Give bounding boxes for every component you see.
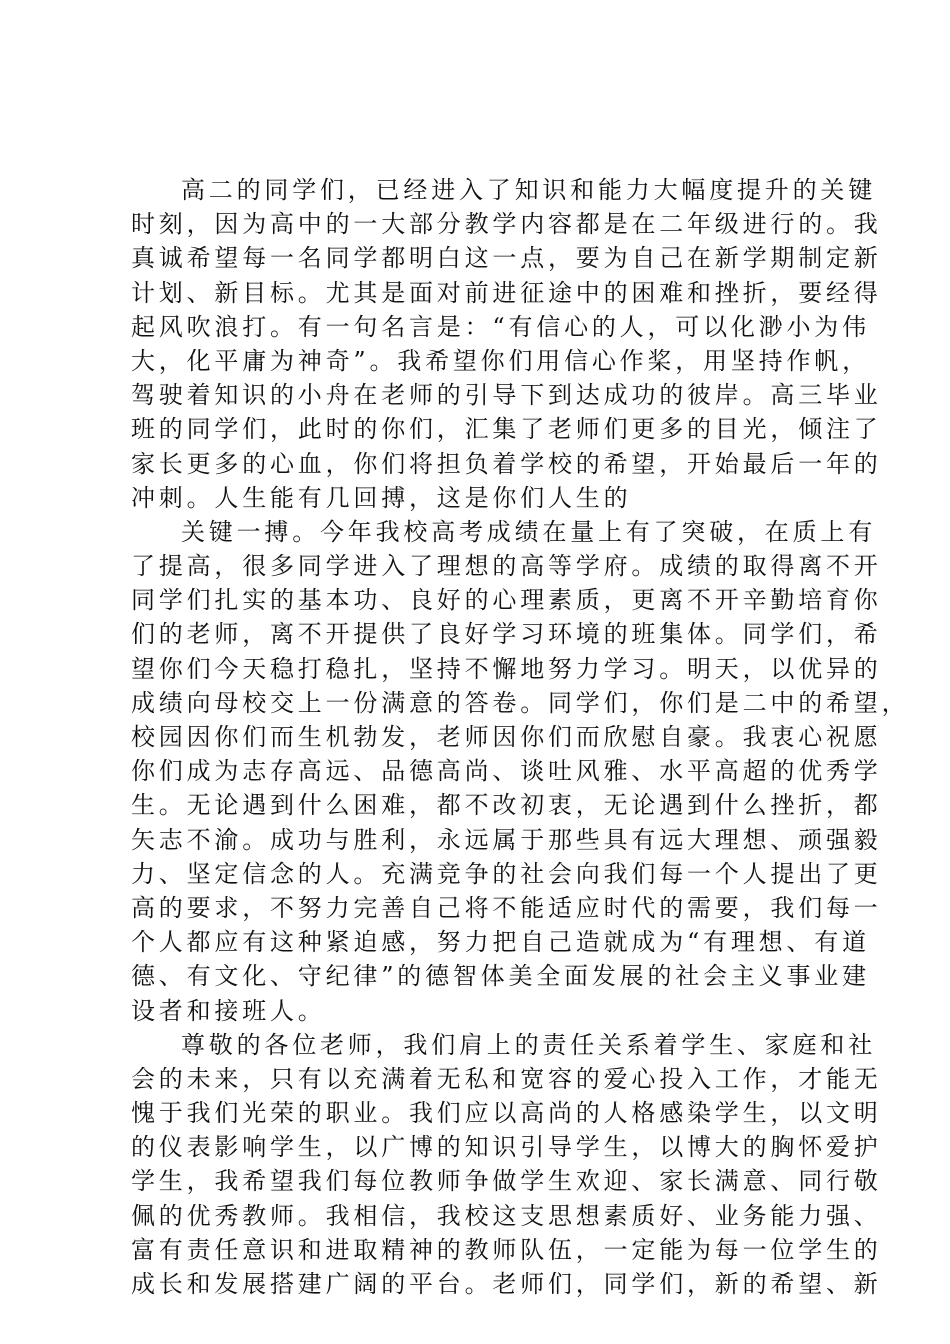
text-line: 成绩向母校交上一份满意的答卷。同学们，你们是二中的希望， bbox=[131, 688, 910, 717]
body-text bbox=[131, 173, 910, 1301]
text-line: 们的老师，离不开提供了良好学习环境的班集体。同学们，希 bbox=[131, 620, 882, 649]
text-line: 富有责任意识和进取精神的教师队伍，一定能为每一位学生的 bbox=[131, 1235, 882, 1264]
text-line: 的仪表影响学生，以广博的知识引导学生，以博大的胸怀爱护 bbox=[131, 1133, 882, 1162]
text-line: 家长更多的心血，你们将担负着学校的希望，开始最后一年的 bbox=[131, 449, 882, 478]
text-line: 高二的同学们，已经进入了知识和能力大幅度提升的关键 bbox=[181, 176, 876, 204]
text-line: 时刻，因为高中的一大部分教学内容都是在二年级进行的。我 bbox=[131, 210, 882, 239]
text-line: 矢志不渝。成功与胜利，永远属于那些具有远大理想、顽强毅 bbox=[131, 825, 882, 854]
text-line: 成长和发展搭建广阔的平台。老师们，同学们，新的希望、新 bbox=[131, 1270, 882, 1298]
text-line: 德、有文化、守纪律”的德智体美全面发展的社会主义事业建 bbox=[131, 962, 870, 991]
text-line: 会的未来，只有以充满着无私和宽容的爱心投入工作，才能无 bbox=[131, 1064, 882, 1093]
text-line: 起风吹浪打。有一句名言是：“有信心的人，可以化渺小为伟 bbox=[131, 312, 870, 341]
text-line: 高的要求，不努力完善自己将不能适应时代的需要，我们每一 bbox=[131, 893, 882, 922]
text-line: 尊敬的各位老师，我们肩上的责任关系着学生、家庭和社 bbox=[181, 1030, 876, 1059]
text-line: 大，化平庸为神奇”。我希望你们用信心作桨，用坚持作帆， bbox=[131, 346, 870, 375]
text-line: 冲刺。人生能有几回搏，这是你们人生的 bbox=[131, 483, 632, 512]
text-line: 真诚希望每一名同学都明白这一点，要为自己在新学期制定新 bbox=[131, 244, 882, 273]
text-line: 愧于我们光荣的职业。我们应以高尚的人格感染学生，以文明 bbox=[131, 1099, 882, 1128]
text-line: 关键一搏。今年我校高考成绩在量上有了突破，在质上有 bbox=[181, 517, 876, 546]
text-line: 驾驶着知识的小舟在老师的引导下到达成功的彼岸。高三毕业 bbox=[131, 381, 882, 410]
text-line: 学生，我希望我们每位教师争做学生欢迎、家长满意、同行敬 bbox=[131, 1167, 882, 1196]
text-line: 设者和接班人。 bbox=[131, 996, 326, 1025]
text-line: 了提高，很多同学进入了理想的高等学府。成绩的取得离不开 bbox=[131, 552, 882, 581]
text-line: 计划、新目标。尤其是面对前进征途中的困难和挫折，要经得 bbox=[131, 278, 882, 307]
text-line: 佩的优秀教师。我相信，我校这支思想素质好、业务能力强、 bbox=[131, 1201, 882, 1230]
text-line: 个人都应有这种紧迫感，努力把自己造就成为“有理想、有道 bbox=[131, 928, 870, 957]
text-line: 望你们今天稳打稳扎，坚持不懈地努力学习。明天，以优异的 bbox=[131, 654, 882, 683]
text-line: 同学们扎实的基本功、良好的心理素质，更离不开辛勤培育你 bbox=[131, 586, 882, 615]
text-line: 你们成为志存高远、品德高尚、谈吐风雅、水平高超的优秀学 bbox=[131, 757, 882, 786]
text-line: 班的同学们，此时的你们，汇集了老师们更多的目光，倾注了 bbox=[131, 415, 882, 444]
text-line: 力、坚定信念的人。充满竞争的社会向我们每一个人提出了更 bbox=[131, 859, 882, 888]
text-line: 校园因你们而生机勃发，老师因你们而欣慰自豪。我衷心祝愿 bbox=[131, 723, 882, 751]
text-line: 生。无论遇到什么困难，都不改初衷，无论遇到什么挫折，都 bbox=[131, 791, 882, 820]
